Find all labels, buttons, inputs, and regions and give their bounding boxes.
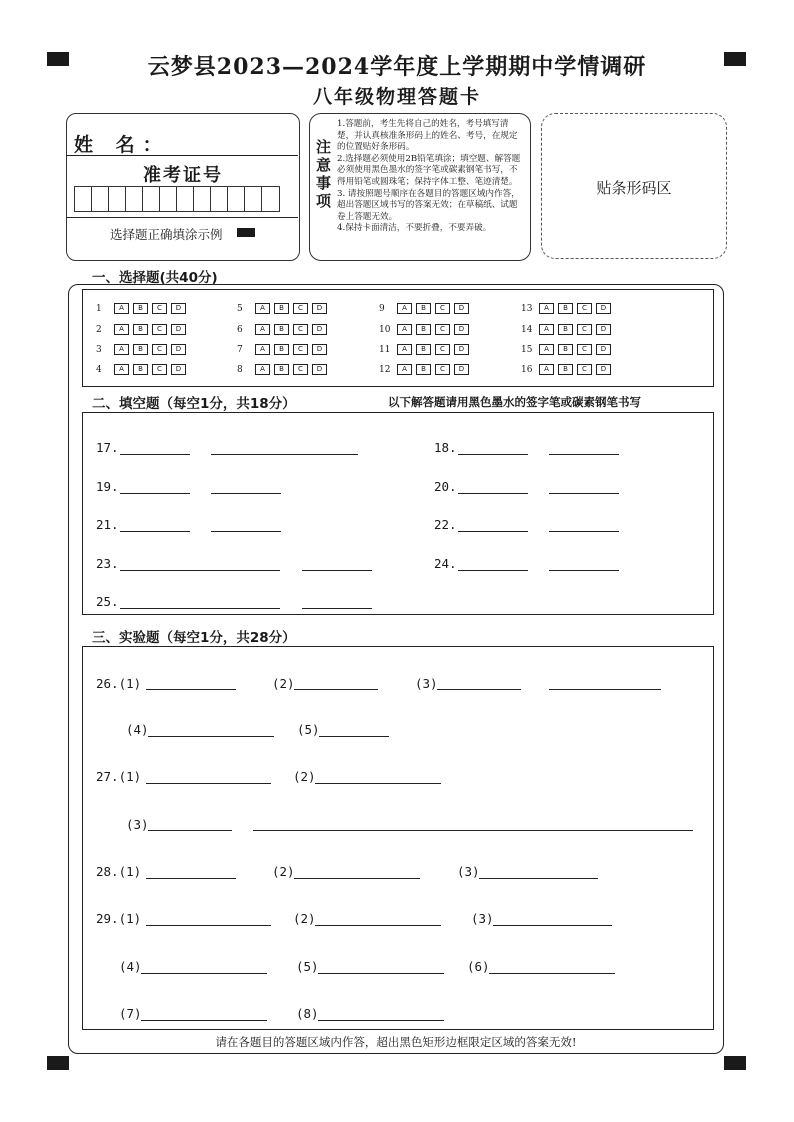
q24-blank-2[interactable] [549,570,619,571]
mc-question-number: 7 [237,344,243,355]
exam-id-cell[interactable] [194,187,211,211]
q25-blank-1[interactable] [120,608,280,609]
notice-item: 2.选择题必须使用2B铅笔填涂；填空题、解答题必须使用黑色墨水的签字笔或碳素钢笔书写，不得用铅笔或圆珠笔；保持字体工整、笔迹清楚。 [337,153,521,187]
mc-question-1 [96,303,190,314]
mc-option-bubble[interactable]: B [133,344,148,355]
mc-option-bubble[interactable]: A [255,344,270,355]
q29-blank-8[interactable] [318,1020,444,1021]
q28-3-label: (3) [457,864,480,879]
section1-heading: 一、选择题(共40分) [92,270,218,286]
q18-blank-1[interactable] [458,454,528,455]
q17-blank-2[interactable] [211,454,358,455]
mc-option-bubble[interactable]: C [152,344,167,355]
exam-id-cell[interactable] [126,187,143,211]
mc-option-bubble[interactable]: C [293,324,308,335]
mc-option-bubble[interactable]: A [397,344,412,355]
mc-question-9 [379,303,473,314]
q27-blank-2[interactable] [315,783,441,784]
mc-option-bubble[interactable]: B [416,324,431,335]
q29-blank-3[interactable] [493,925,612,926]
mc-question-6 [237,324,331,335]
fill-example-label: 选择题正确填涂示例 [110,227,223,242]
q29-6-label: (6) [467,959,490,974]
mc-option-bubble[interactable]: A [114,344,129,355]
q19-blank-1[interactable] [120,493,190,494]
exam-id-grid[interactable] [74,186,280,212]
mc-question-number: 5 [237,303,243,314]
q29-7-label: (7) [119,1006,142,1021]
q29-3-label: (3) [471,911,494,926]
q29-blank-4[interactable] [141,973,267,974]
q22-label: 22. [434,517,457,532]
q20-label: 20. [434,479,457,494]
q27-label: 27.(1) [96,769,142,784]
q26-label: 26.(1) [96,676,142,691]
exam-id-cell[interactable] [160,187,177,211]
mc-option-bubble[interactable]: D [454,344,469,355]
q21-label: 21. [96,517,119,532]
q17-blank-1[interactable] [120,454,190,455]
mc-option-bubble[interactable]: A [539,344,554,355]
exam-id-cell[interactable] [109,187,126,211]
mc-option-bubble[interactable]: C [435,364,450,375]
mc-option-bubble[interactable]: A [539,364,554,375]
mc-option-bubble[interactable]: B [558,364,573,375]
q24-label: 24. [434,556,457,571]
q27-2-label: (2) [293,769,316,784]
q29-2-label: (2) [293,911,316,926]
mc-option-bubble[interactable]: B [274,364,289,375]
q29-blank-1[interactable] [146,925,271,926]
q22-blank-2[interactable] [549,531,619,532]
mc-option-bubble[interactable]: B [274,344,289,355]
notice-item: 1.答题前，考生先将自己的姓名，考号填写清楚，并认真核准条形码上的姓名、考号，在规定的位置贴好条形码。 [337,119,518,153]
mc-question-13 [521,303,615,314]
mc-question-number: 1 [96,303,102,314]
mc-option-bubble[interactable]: B [416,303,431,314]
mc-option-bubble[interactable]: C [293,303,308,314]
mc-question-number: 13 [521,303,533,314]
mc-option-bubble[interactable]: D [596,324,611,335]
mc-option-bubble[interactable]: A [397,303,412,314]
q23-label: 23. [96,556,119,571]
mc-question-number: 8 [237,364,243,375]
mc-option-bubble[interactable]: B [558,324,573,335]
section3-heading: 三、实验题（每空1分，共28分） [92,630,296,646]
mc-option-bubble[interactable]: D [454,364,469,375]
mc-option-bubble[interactable]: A [397,324,412,335]
divider [66,217,298,218]
exam-id-cell[interactable] [92,187,109,211]
name-label: 姓 名： [74,134,170,156]
q28-2-label: (2) [272,864,295,879]
q20-blank-2[interactable] [549,493,619,494]
mc-question-16 [521,364,615,375]
q24-blank-1[interactable] [458,570,528,571]
mc-option-bubble[interactable]: B [133,324,148,335]
mc-question-number: 14 [521,324,533,335]
mc-option-bubble[interactable]: C [152,303,167,314]
registration-mark-bottom-left [47,1056,69,1070]
q26-blank-3[interactable] [437,689,521,690]
mc-question-15 [521,344,615,355]
q29-blank-6[interactable] [489,973,615,974]
mc-question-10 [379,324,473,335]
mc-option-bubble[interactable]: D [596,364,611,375]
mc-option-bubble[interactable]: C [435,324,450,335]
exam-id-label: 准考证号 [143,165,223,186]
mc-option-bubble[interactable]: B [558,344,573,355]
mc-question-4 [96,364,190,375]
mc-option-bubble[interactable]: D [312,344,327,355]
q17-label: 17. [96,440,119,455]
q29-blank-5[interactable] [318,973,444,974]
mc-option-bubble[interactable]: B [416,344,431,355]
q26-4-label: (4) [126,722,149,737]
q19-label: 19. [96,479,119,494]
q26-blank-2[interactable] [294,689,378,690]
q27-3-label: (3) [126,817,149,832]
page-title: 云梦县2023—2024学年度上学期期中学情调研 [147,54,647,80]
q20-blank-1[interactable] [458,493,528,494]
mc-option-bubble[interactable]: D [596,344,611,355]
mc-option-bubble[interactable]: A [397,364,412,375]
footer-warning: 请在各题目的答题区域内作答，超出黑色矩形边框限定区域的答案无效! [215,1035,577,1049]
mc-option-bubble[interactable]: D [312,324,327,335]
mc-question-7 [237,344,331,355]
mc-option-bubble[interactable]: B [133,303,148,314]
mc-option-bubble[interactable]: A [255,364,270,375]
registration-mark-bottom-right [724,1056,746,1070]
q28-label: 28.(1) [96,864,142,879]
q18-blank-2[interactable] [549,454,619,455]
mc-question-number: 4 [96,364,102,375]
mc-question-12 [379,364,473,375]
q26-3-label: (3) [415,676,438,691]
mc-question-11 [379,344,473,355]
q26-blank-1[interactable] [146,689,236,690]
mc-option-bubble[interactable]: C [152,324,167,335]
q27-blank-3b[interactable] [253,830,693,831]
fill-example-mark [237,228,255,237]
q29-4-label: (4) [119,959,142,974]
mc-option-bubble[interactable]: A [114,324,129,335]
mc-option-bubble[interactable]: A [114,303,129,314]
q29-8-label: (8) [296,1006,319,1021]
mc-option-bubble[interactable]: D [312,364,327,375]
notice-label: 注意事项 [316,138,332,210]
exam-id-cell[interactable] [211,187,228,211]
exam-id-cell[interactable] [143,187,160,211]
exam-id-cell[interactable] [75,187,92,211]
mc-question-number: 6 [237,324,243,335]
mc-option-bubble[interactable]: D [596,303,611,314]
mc-option-bubble[interactable]: D [171,324,186,335]
fill-blank-box [82,412,714,615]
mc-question-number: 12 [379,364,391,375]
mc-option-bubble[interactable]: C [577,344,592,355]
mc-option-bubble[interactable]: D [454,324,469,335]
mc-option-bubble[interactable]: A [539,324,554,335]
mc-option-bubble[interactable]: D [171,364,186,375]
mc-option-bubble[interactable]: C [435,303,450,314]
mc-option-bubble[interactable]: A [255,324,270,335]
mc-question-number: 15 [521,344,533,355]
q26-2-label: (2) [272,676,295,691]
mc-question-number: 9 [379,303,385,314]
mc-option-bubble[interactable]: D [312,303,327,314]
q26-blank-5[interactable] [319,736,389,737]
q29-label: 29.(1) [96,911,142,926]
q18-label: 18. [434,440,457,455]
notice-item: 4.保持卡面清洁，不要折叠，不要弄破。 [337,223,492,234]
mc-question-5 [237,303,331,314]
q29-blank-7[interactable] [141,1020,267,1021]
mc-question-14 [521,324,615,335]
mc-option-bubble[interactable]: D [454,303,469,314]
mc-option-bubble[interactable]: B [274,324,289,335]
mc-option-bubble[interactable]: B [416,364,431,375]
q22-blank-1[interactable] [458,531,528,532]
q26-5-label: (5) [297,722,320,737]
mc-option-bubble[interactable]: C [435,344,450,355]
exam-id-cell[interactable] [262,187,279,211]
mc-option-bubble[interactable]: C [293,344,308,355]
mc-question-number: 10 [379,324,391,335]
q29-blank-2[interactable] [315,925,441,926]
mc-option-bubble[interactable]: A [539,303,554,314]
section2-heading: 二、填空题（每空1分，共18分） [92,396,296,412]
section2-note: 以下解答题请用黑色墨水的签字笔或碳素钢笔书写 [388,395,641,409]
mc-option-bubble[interactable]: D [171,303,186,314]
mc-question-number: 2 [96,324,102,335]
q21-blank-1[interactable] [120,531,190,532]
mc-question-2 [96,324,190,335]
q27-blank-3[interactable] [148,830,232,831]
mc-question-number: 3 [96,344,102,355]
mc-option-bubble[interactable]: A [114,364,129,375]
q26-blank-4[interactable] [148,736,274,737]
mc-question-number: 16 [521,364,533,375]
mc-question-number: 11 [379,344,391,355]
exam-id-cell[interactable] [245,187,262,211]
mc-option-bubble[interactable]: B [133,364,148,375]
notice-text [337,119,525,235]
mc-question-8 [237,364,331,375]
q28-blank-1[interactable] [146,878,236,879]
q19-blank-2[interactable] [211,493,281,494]
mc-option-bubble[interactable]: B [274,303,289,314]
q23-blank-2[interactable] [302,570,372,571]
q23-blank-1[interactable] [120,570,280,571]
q21-blank-2[interactable] [211,531,281,532]
q25-blank-2[interactable] [302,608,372,609]
exam-id-cell[interactable] [177,187,194,211]
mc-option-bubble[interactable]: B [558,303,573,314]
name-underline[interactable] [66,155,298,156]
mc-option-bubble[interactable]: A [255,303,270,314]
mc-option-bubble[interactable]: C [577,364,592,375]
q25-label: 25. [96,594,119,609]
mc-option-bubble[interactable]: C [152,364,167,375]
q26-blank-3b[interactable] [549,689,661,690]
q28-blank-2[interactable] [294,878,420,879]
q29-5-label: (5) [296,959,319,974]
mc-question-3 [96,344,190,355]
mc-option-bubble[interactable]: D [171,344,186,355]
q28-blank-3[interactable] [479,878,598,879]
q27-blank-1[interactable] [146,783,271,784]
mc-option-bubble[interactable]: C [577,303,592,314]
barcode-label: 贴条形码区 [596,179,672,197]
exam-id-cell[interactable] [228,187,245,211]
mc-option-bubble[interactable]: C [293,364,308,375]
page-subtitle: 八年级物理答题卡 [312,86,481,108]
mc-option-bubble[interactable]: C [577,324,592,335]
notice-item: 3. 请按照题号顺序在各题目的答题区域内作答，超出答题区域书写的答案无效；在草稿纸、试题卷上答题无效。 [337,188,520,222]
